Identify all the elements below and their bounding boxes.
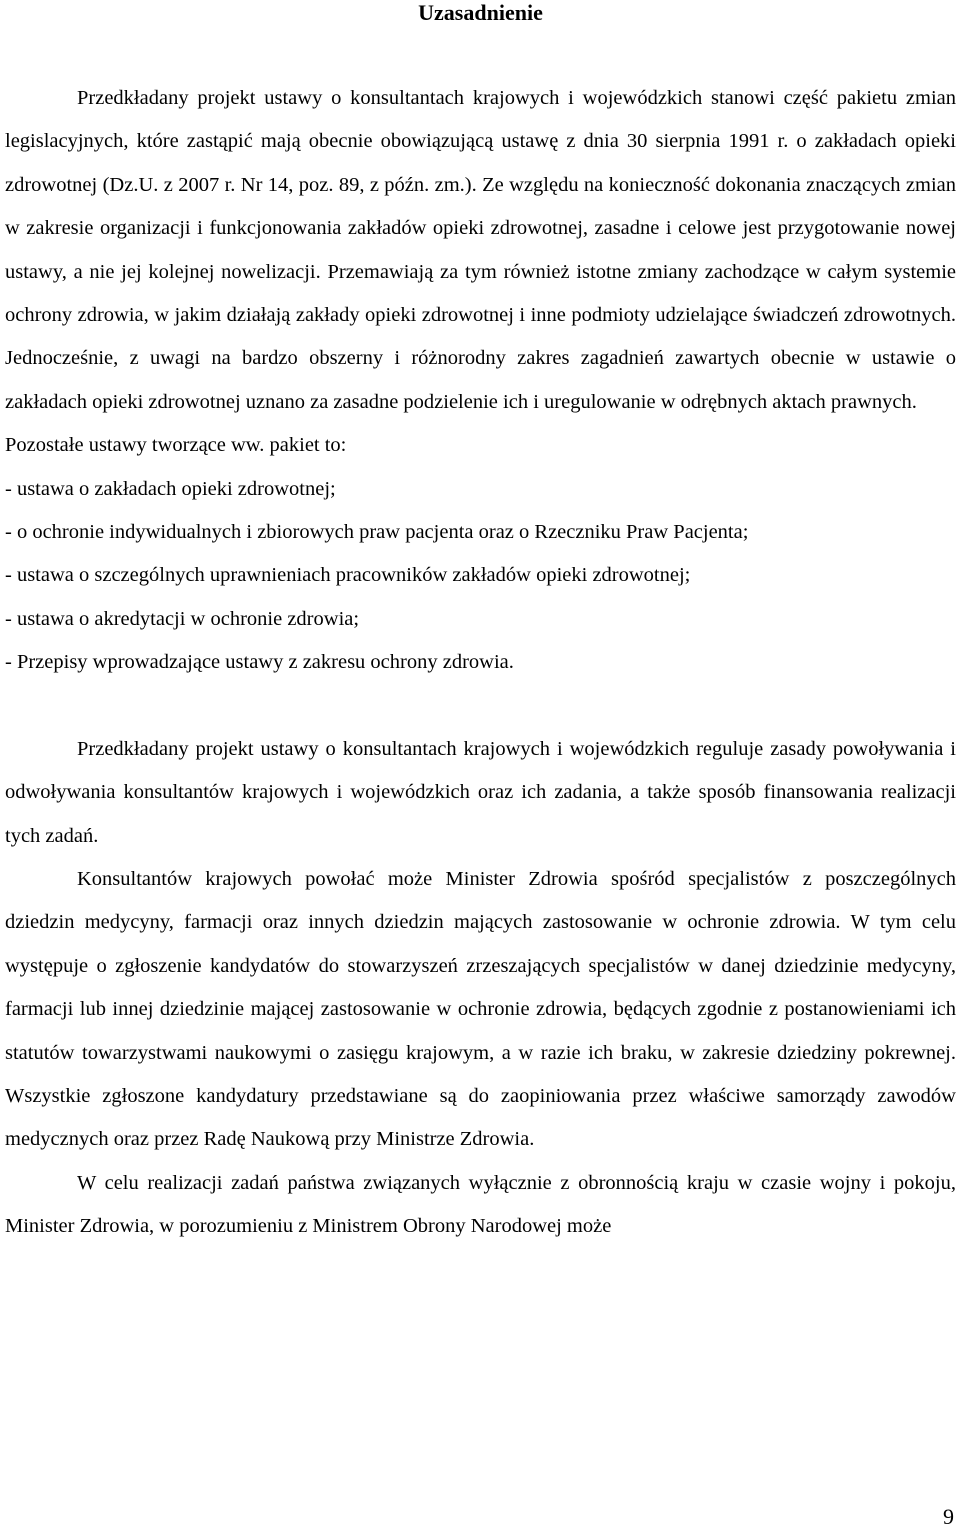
- paragraph-national-consultants: Konsultantów krajowych powołać może Minister Zdrowia spośród specjalistów z poszczególnych dziedzin medycyny, farmacji oraz innych dziedzin mających zastosowanie w ochronie zdrowia. W tym celu występuje o zgłoszenie kandydatów do stowarzyszeń zrzeszających specjalistów w danej dziedzinie medycyny, farmacji lub innej dziedzinie mającej zastosowanie w ochronie zdrowia, będących zgodnie z postanowieniami ich statutów towarzystwami naukowymi o zasięgu krajowym, a w razie ich braku, w zakresie dziedziny pokrewnej. Wszystkie zgłoszone kandydatury przedstawiane są do zaopiniowania przez właściwe samorządy zawodów medycznych oraz przez Radę Naukową przy Ministrze Zdrowia.: [5, 867, 956, 1151]
- document-title: Uzasadnienie: [418, 0, 543, 25]
- list-item: - o ochronie indywidualnych i zbiorowych praw pacjenta oraz o Rzeczniku Praw Pacjenta;: [5, 521, 749, 544]
- list-item: - ustawa o zakładach opieki zdrowotnej;: [5, 477, 336, 500]
- paragraph-spacer: [5, 685, 956, 728]
- paragraph-intro: Przedkładany projekt ustawy o konsultantach krajowych i wojewódzkich stanowi część pakietu zmian legislacyjnych, które zastąpić mają obecnie obowiązującą ustawę z dnia 30 sierpnia 1991 r. o zakładach opieki zdrowotnej (Dz.U. z 2007 r. Nr 14, poz. 89, z późn. zm.). Ze względu na konieczność dokonania znaczących zmian w zakresie organizacji i funkcjonowania zakładów opieki zdrowotnej, zasadne i celowe jest przygotowanie nowej ustawy, a nie jej kolejnej nowelizacji. Przemawiają za tym również istotne zmiany zachodzące w całym systemie ochrony zdrowia, w jakim działają zakłady opieki zdrowotnej i inne podmioty udzielające świadczeń zdrowotnych. Jednocześnie, z uwagi na bardzo obszerny i różnorodny zakres zagadnień zawartych obecnie w ustawie o zakładach opieki zdrowotnej uznano za zasadne podzielenie ich i uregulowanie w odrębnych aktach prawnych.: [5, 87, 956, 413]
- list-item: - ustawa o szczególnych uprawnieniach pracowników zakładów opieki zdrowotnej;: [5, 564, 691, 587]
- page-number: 9: [943, 1504, 954, 1529]
- paragraph-scope: Przedkładany projekt ustawy o konsultantach krajowych i wojewódzkich reguluje zasady powoływania i odwoływania konsultantów krajowych i wojewódzkich oraz ich zadania, a także sposób finansowania realizacji tych zadań.: [5, 737, 956, 847]
- list-item: - Przepisy wprowadzające ustawy z zakresu ochrony zdrowia.: [5, 651, 514, 674]
- list-item: - ustawa o akredytacji w ochronie zdrowia;: [5, 607, 360, 630]
- paragraph-defense-tasks: W celu realizacji zadań państwa związanych wyłącznie z obronnością kraju w czasie wojny i pokoju, Minister Zdrowia, w porozumieniu z Ministrem Obrony Narodowej może: [5, 1171, 956, 1238]
- legislation-package-list: [5, 468, 956, 685]
- list-intro: Pozostałe ustawy tworzące ww. pakiet to:: [5, 434, 347, 457]
